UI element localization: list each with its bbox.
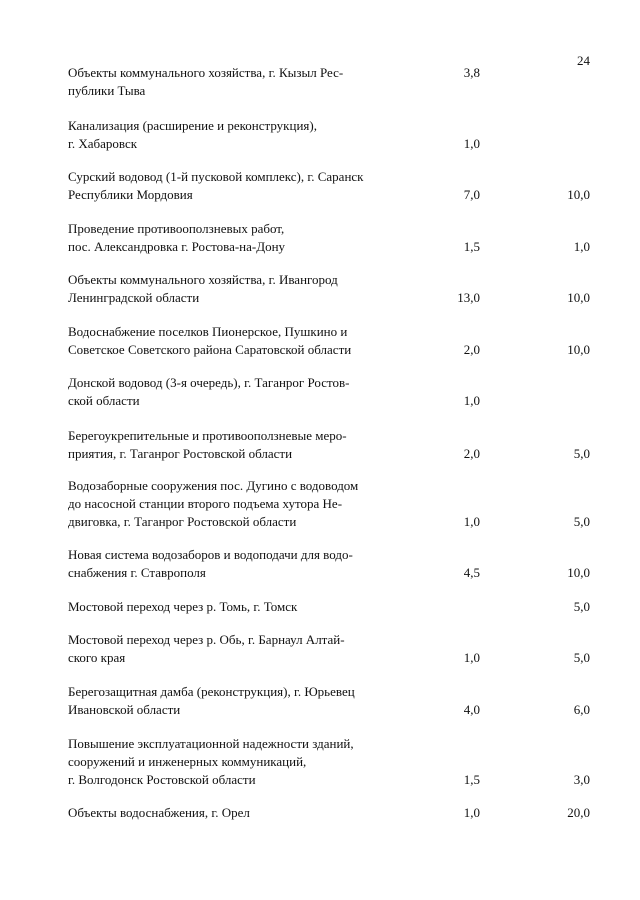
description-line: Ивановской области [68,702,181,717]
description-line: Новая система водозаборов и водоподачи для водо- [68,547,353,562]
description-line: Объекты коммунального хозяйства, г. Ивангород [68,272,338,287]
value-column-2: 10,0 [567,342,590,357]
description-line: г. Волгодонск Ростовской области [68,772,256,787]
description-line: приятия, г. Таганрог Ростовской области [68,446,293,461]
description-line: Проведение противооползневых работ, [68,221,285,236]
value-column-2: 20,0 [567,805,590,820]
value-column-1: 7,0 [463,187,480,202]
table-row [68,631,590,667]
table-row [68,477,590,531]
row-description [68,323,368,359]
value-column-1: 1,0 [463,393,480,408]
description-line: Мостовой переход через р. Обь, г. Барнаул Алтай- [68,632,345,647]
value-column-1: 1,0 [463,805,480,820]
description-line: Сурский водовод (1-й пусковой комплекс), г. Саранск [68,169,364,184]
value-column-1: 2,0 [463,446,480,461]
row-description [68,546,368,582]
table-row [68,546,590,582]
value-column-1: 1,0 [463,650,480,665]
table-row [68,64,590,100]
description-line: Мостовой переход через р. Томь, г. Томск [68,599,298,614]
value-column-1: 4,5 [463,565,480,580]
value-column-1: 1,5 [463,239,480,254]
description-line: снабжения г. Ставрополя [68,565,206,580]
table-row [68,427,590,463]
description-line: Водоснабжение поселков Пионерское, Пушкино и [68,324,348,339]
value-column-1: 2,0 [463,342,480,357]
table-row [68,271,590,307]
description-line: Объекты коммунального хозяйства, г. Кызыл Рес- [68,65,344,80]
value-column-2: 1,0 [573,239,590,254]
value-column-2: 5,0 [573,514,590,529]
value-column-1: 1,5 [463,772,480,787]
description-line: Донской водовод (3-я очередь), г. Таганрог Ростов- [68,375,350,390]
row-description [68,427,368,463]
table-row [68,683,590,719]
value-column-2: 6,0 [573,702,590,717]
description-line: ской области [68,393,140,408]
description-line: двиговка, г. Таганрог Ростовской области [68,514,297,529]
description-line: Берегозащитная дамба (реконструкция), г. Юрьевец [68,684,355,699]
description-line: сооружений и инженерных коммуникаций, [68,754,307,769]
table-row [68,735,590,789]
description-line: Берегоукрепительные и противооползневые меро- [68,428,347,443]
table-row [68,220,590,256]
value-column-1: 3,8 [463,65,480,80]
row-description [68,804,368,822]
row-description [68,683,368,719]
table-row [68,117,590,153]
value-column-2: 5,0 [573,650,590,665]
value-column-2: 10,0 [567,565,590,580]
value-column-1: 4,0 [463,702,480,717]
row-description [68,477,368,531]
row-description [68,220,368,256]
value-column-2: 10,0 [567,187,590,202]
row-description [68,271,368,307]
table-row [68,323,590,359]
row-description [68,117,368,153]
description-line: Республики Мордовия [68,187,193,202]
row-description [68,735,368,789]
description-line: Канализация (расширение и реконструкция), [68,118,317,133]
row-description [68,374,368,410]
description-line: Объекты водоснабжения, г. Орел [68,805,250,820]
value-column-1: 1,0 [463,514,480,529]
description-line: г. Хабаровск [68,136,138,151]
row-description [68,64,368,100]
row-description [68,598,368,616]
description-line: Советское Советского района Саратовской области [68,342,352,357]
table-row [68,804,590,822]
description-line: до насосной станции второго подъема хутора Не- [68,496,343,511]
description-line: Водозаборные сооружения пос. Дугино с водоводом [68,478,359,493]
table-row [68,598,590,616]
value-column-2: 5,0 [573,599,590,614]
description-line: ского края [68,650,126,665]
value-column-2: 10,0 [567,290,590,305]
description-line: публики Тыва [68,83,146,98]
value-column-1: 1,0 [463,136,480,151]
description-line: пос. Александровка г. Ростова-на-Дону [68,239,286,254]
value-column-2: 3,0 [573,772,590,787]
description-line: Повышение эксплуатационной надежности зданий, [68,736,354,751]
table-row [68,168,590,204]
table-row [68,374,590,410]
row-description [68,168,368,204]
description-line: Ленинградской области [68,290,200,305]
value-column-1: 13,0 [457,290,480,305]
page-number: 24 [577,53,590,68]
row-description [68,631,368,667]
value-column-2: 5,0 [573,446,590,461]
